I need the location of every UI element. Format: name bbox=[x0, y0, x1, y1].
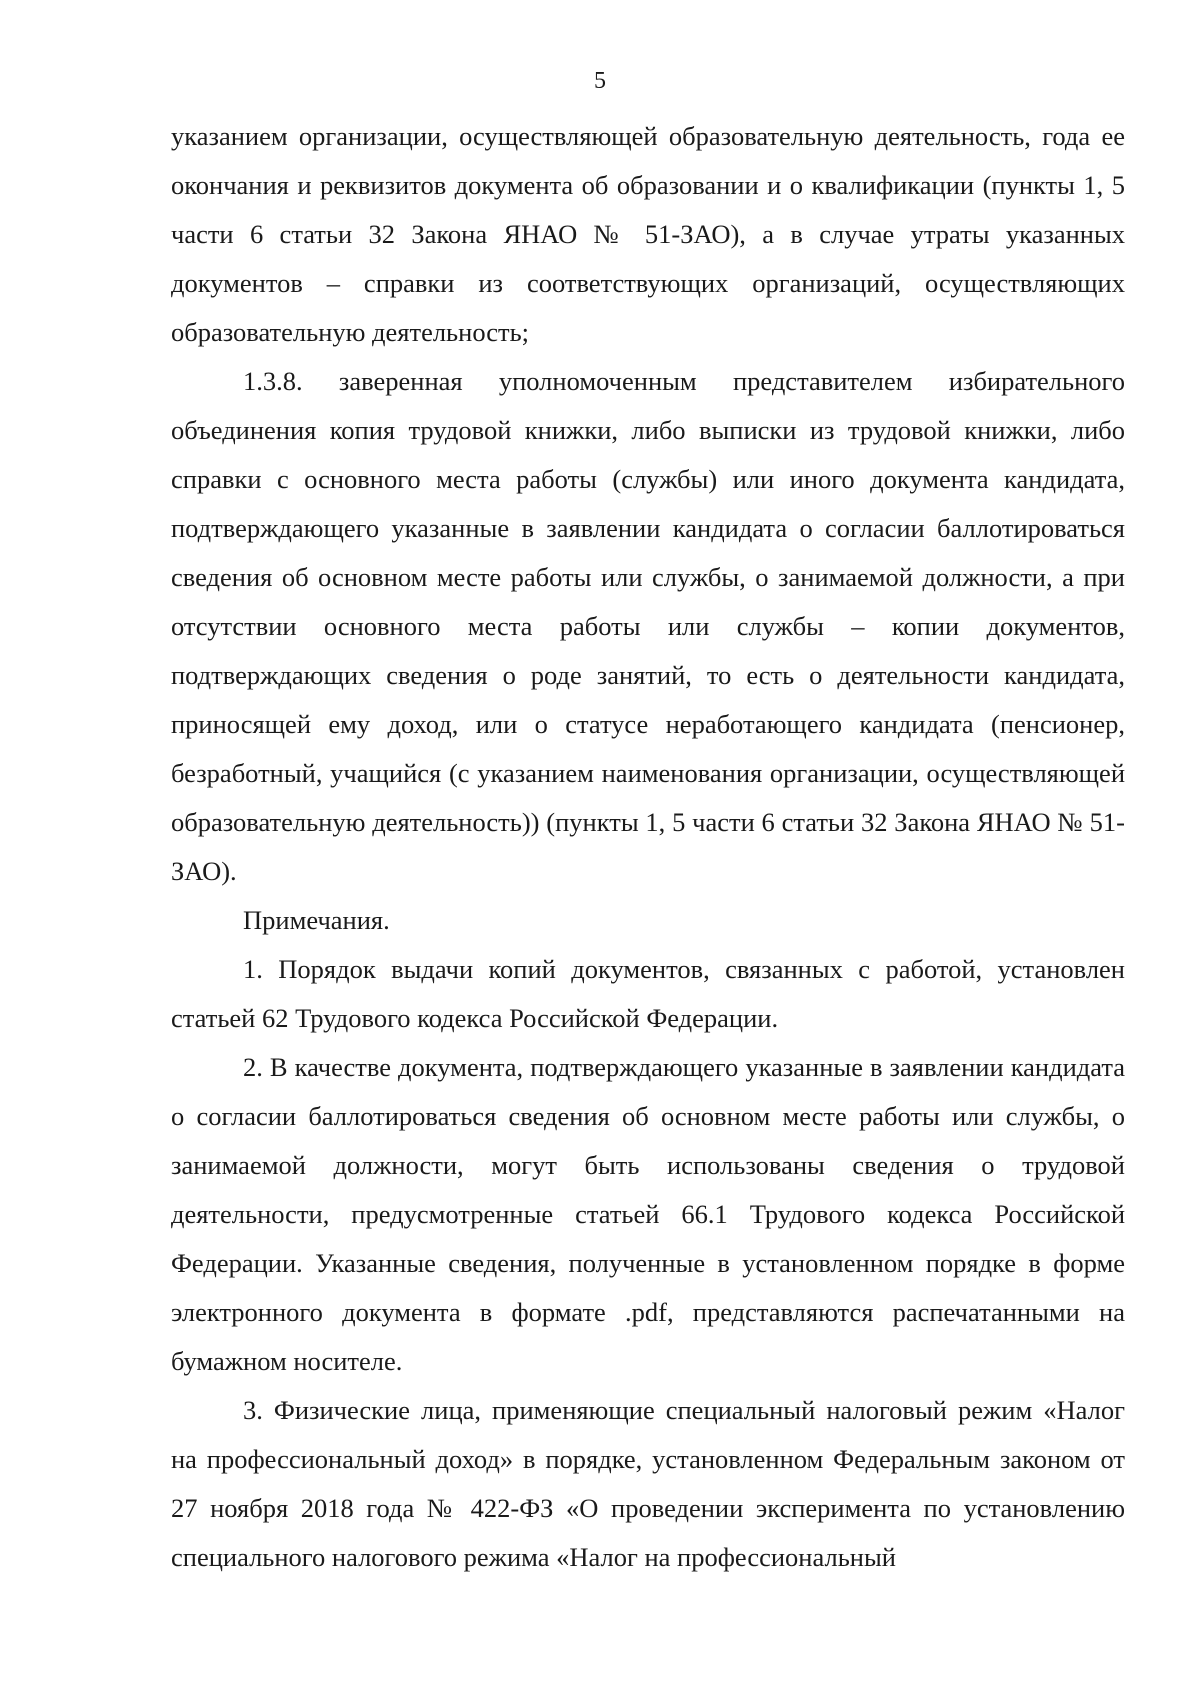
note-3: 3. Физические лица, применяющие специальный налоговый режим «Налог на профессиональный доход» в порядке, установленном Федеральным законом от 27 ноября 2018 года № 422-ФЗ «О проведении эксперимента по установлению специального налогового режима «Налог на профессиональный bbox=[171, 1395, 1125, 1572]
note-1: 1. Порядок выдачи копий документов, связанных с работой, установлен статьей 62 Трудового кодекса Российской Федерации. bbox=[171, 954, 1125, 1033]
document-body bbox=[171, 112, 1125, 1582]
paragraph-1-3-8: 1.3.8. заверенная уполномоченным представителем избирательного объединения копия трудовой книжки, либо выписки из трудовой книжки, либо справки с основного места работы (службы) или иного документа кандидата, подтверждающего указанные в заявлении кандидата о согласии баллотироваться сведения об основном месте работы или службы, о занимаемой должности, а при отсутствии основного места работы или службы – копии документов, подтверждающих сведения о роде занятий, то есть о деятельности кандидата, приносящей ему доход, или о статусе неработающего кандидата (пенсионер, безработный, учащийся (с указанием наименования организации, осуществляющей образовательную деятельность)) (пункты 1, 5 части 6 статьи 32 Закона ЯНАО № 51-ЗАО). bbox=[171, 366, 1125, 886]
notes-heading: Примечания. bbox=[243, 905, 390, 935]
page-number: 5 bbox=[594, 68, 606, 94]
note-2: 2. В качестве документа, подтверждающего указанные в заявлении кандидата о согласии баллотироваться сведения об основном месте работы или службы, о занимаемой должности, могут быть использованы сведения о трудовой деятельности, предусмотренные статьей 66.1 Трудового кодекса Российской Федерации. Указанные сведения, полученные в установленном порядке в форме электронного документа в формате .pdf, представляются распечатанными на бумажном носителе. bbox=[171, 1052, 1125, 1376]
paragraph-education-docs: указанием организации, осуществляющей образовательную деятельность, года ее окончания и реквизитов документа об образовании и о квалификации (пункты 1, 5 части 6 статьи 32 Закона ЯНАО № 51-ЗАО), а в случае утраты указанных документов – справки из соответствующих организаций, осуществляющих образовательную деятельность; bbox=[171, 121, 1125, 347]
